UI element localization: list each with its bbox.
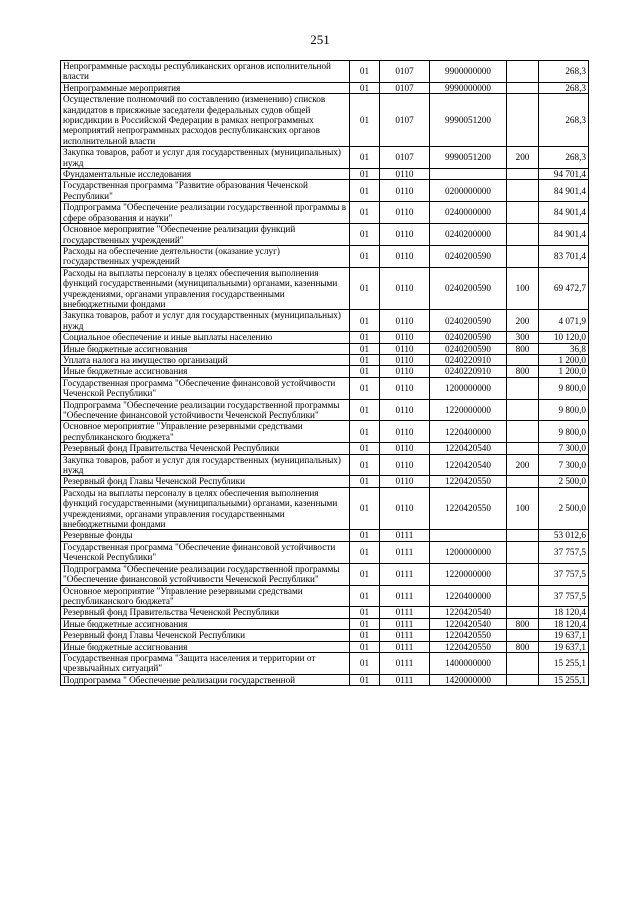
section-code-cell: 01	[350, 267, 380, 310]
subsection-code-cell: 0111	[380, 674, 430, 685]
item-name-cell: Подпрограмма " Обеспечение реализации государственной	[61, 674, 350, 685]
expense-type-cell: 200	[507, 310, 539, 332]
item-name-cell: Подпрограмма "Обеспечение реализации государственной программы "Обеспечение финансовой устойчивости Чеченской Республики"	[61, 399, 350, 421]
subsection-code-cell: 0110	[380, 310, 430, 332]
target-article-cell: 1420000000	[430, 674, 507, 685]
target-article-cell: 9990000000	[430, 82, 507, 93]
target-article-cell: 1220000000	[430, 563, 507, 585]
section-code-cell: 01	[350, 343, 380, 354]
expense-type-cell	[507, 94, 539, 147]
subsection-code-cell: 0111	[380, 563, 430, 585]
table-row	[61, 607, 589, 618]
table-row	[61, 399, 589, 421]
table-row	[61, 541, 589, 563]
section-code-cell: 01	[350, 202, 380, 224]
amount-cell: 15 255,1	[539, 652, 589, 674]
section-code-cell: 01	[350, 530, 380, 541]
expense-type-cell	[507, 421, 539, 443]
table-row	[61, 169, 589, 180]
subsection-code-cell: 0111	[380, 585, 430, 607]
table-row	[61, 224, 589, 246]
amount-cell: 268,3	[539, 82, 589, 93]
subsection-code-cell: 0111	[380, 541, 430, 563]
amount-cell: 4 071,9	[539, 310, 589, 332]
expense-type-cell	[507, 354, 539, 365]
expense-type-cell	[507, 563, 539, 585]
amount-cell: 84 901,4	[539, 202, 589, 224]
section-code-cell: 01	[350, 61, 380, 83]
target-article-cell	[430, 169, 507, 180]
item-name-cell: Государственная программа "Защита населения и территории от чрезвычайных ситуаций"	[61, 652, 350, 674]
subsection-code-cell: 0110	[380, 267, 430, 310]
item-name-cell: Резервный фонд Правительства Чеченской Республики	[61, 607, 350, 618]
subsection-code-cell: 0110	[380, 421, 430, 443]
target-article-cell: 0240220910	[430, 354, 507, 365]
amount-cell: 37 757,5	[539, 563, 589, 585]
item-name-cell: Основное мероприятие "Управление резервными средствами республиканского бюджета"	[61, 585, 350, 607]
page-number: 251	[310, 32, 330, 47]
subsection-code-cell: 0110	[380, 443, 430, 454]
expense-type-cell: 800	[507, 641, 539, 652]
table-row	[61, 354, 589, 365]
target-article-cell	[430, 530, 507, 541]
table-row	[61, 563, 589, 585]
expense-type-cell: 300	[507, 332, 539, 343]
target-article-cell: 1400000000	[430, 652, 507, 674]
target-article-cell: 0240200590	[430, 267, 507, 310]
table-row	[61, 530, 589, 541]
table-row	[61, 180, 589, 202]
section-code-cell: 01	[350, 245, 380, 267]
table-row	[61, 267, 589, 310]
expense-type-cell	[507, 674, 539, 685]
expense-type-cell	[507, 476, 539, 487]
section-code-cell: 01	[350, 94, 380, 147]
target-article-cell: 0200000000	[430, 180, 507, 202]
subsection-code-cell: 0110	[380, 169, 430, 180]
target-article-cell: 9900000000	[430, 61, 507, 83]
expense-type-cell	[507, 169, 539, 180]
amount-cell: 36,8	[539, 343, 589, 354]
target-article-cell: 1220000000	[430, 399, 507, 421]
amount-cell: 2 500,0	[539, 476, 589, 487]
item-name-cell: Социальное обеспечение и иные выплаты населению	[61, 332, 350, 343]
target-article-cell: 9990051200	[430, 94, 507, 147]
table-row	[61, 618, 589, 629]
expense-type-cell	[507, 61, 539, 83]
item-name-cell: Расходы на обеспечение деятельности (оказание услуг) государственных учреждений	[61, 245, 350, 267]
item-name-cell: Закупка товаров, работ и услуг для государственных (муниципальных) нужд	[61, 454, 350, 476]
table-row	[61, 443, 589, 454]
item-name-cell: Осуществление полномочий по составлению (изменению) списков кандидатов в присяжные заседатели федеральных судов общей юрисдикции в Российской Федерации в рамках непрограммных мероприятий непрограммных расходов республиканских органов исполнительной власти	[61, 94, 350, 147]
amount-cell: 69 472,7	[539, 267, 589, 310]
table-row	[61, 366, 589, 377]
section-code-cell: 01	[350, 476, 380, 487]
amount-cell: 1 200,0	[539, 366, 589, 377]
section-code-cell: 01	[350, 310, 380, 332]
item-name-cell: Закупка товаров, работ и услуг для государственных (муниципальных) нужд	[61, 310, 350, 332]
section-code-cell: 01	[350, 224, 380, 246]
section-code-cell: 01	[350, 443, 380, 454]
target-article-cell: 1220400000	[430, 421, 507, 443]
item-name-cell: Расходы на выплаты персоналу в целях обеспечения выполнения функций государственными (муниципальными) органами, казенными учреждениями, органами управления государственными внебюджетными фондами	[61, 487, 350, 530]
expense-type-cell: 100	[507, 487, 539, 530]
item-name-cell: Государственная программа "Развитие образования Чеченской Республики"	[61, 180, 350, 202]
subsection-code-cell: 0107	[380, 82, 430, 93]
subsection-code-cell: 0110	[380, 366, 430, 377]
target-article-cell: 1220420550	[430, 476, 507, 487]
item-name-cell: Резервный фонд Главы Чеченской Республики	[61, 630, 350, 641]
table-row	[61, 421, 589, 443]
subsection-code-cell: 0110	[380, 487, 430, 530]
target-article-cell: 1200000000	[430, 541, 507, 563]
expense-type-cell: 800	[507, 366, 539, 377]
section-code-cell: 01	[350, 641, 380, 652]
target-article-cell: 0240220910	[430, 366, 507, 377]
table-row	[61, 245, 589, 267]
section-code-cell: 01	[350, 541, 380, 563]
amount-cell: 19 637,1	[539, 630, 589, 641]
section-code-cell: 01	[350, 354, 380, 365]
amount-cell: 268,3	[539, 61, 589, 83]
expense-type-cell	[507, 630, 539, 641]
expense-type-cell	[507, 652, 539, 674]
subsection-code-cell: 0110	[380, 354, 430, 365]
target-article-cell: 0240000000	[430, 202, 507, 224]
table-row	[61, 377, 589, 399]
subsection-code-cell: 0111	[380, 630, 430, 641]
section-code-cell: 01	[350, 652, 380, 674]
table-row	[61, 476, 589, 487]
amount-cell: 268,3	[539, 147, 589, 169]
subsection-code-cell: 0110	[380, 343, 430, 354]
section-code-cell: 01	[350, 377, 380, 399]
budget-table	[60, 60, 589, 686]
section-code-cell: 01	[350, 585, 380, 607]
subsection-code-cell: 0110	[380, 454, 430, 476]
expense-type-cell: 200	[507, 147, 539, 169]
target-article-cell: 1220420540	[430, 454, 507, 476]
section-code-cell: 01	[350, 180, 380, 202]
table-row	[61, 332, 589, 343]
subsection-code-cell: 0110	[380, 245, 430, 267]
subsection-code-cell: 0110	[380, 332, 430, 343]
amount-cell: 53 012,6	[539, 530, 589, 541]
subsection-code-cell: 0110	[380, 180, 430, 202]
target-article-cell: 0240200590	[430, 343, 507, 354]
target-article-cell: 1220420540	[430, 618, 507, 629]
table-row	[61, 487, 589, 530]
section-code-cell: 01	[350, 366, 380, 377]
subsection-code-cell: 0111	[380, 607, 430, 618]
amount-cell: 84 901,4	[539, 180, 589, 202]
item-name-cell: Иные бюджетные ассигнования	[61, 366, 350, 377]
expense-type-cell	[507, 541, 539, 563]
expense-type-cell: 200	[507, 454, 539, 476]
table-row	[61, 94, 589, 147]
subsection-code-cell: 0110	[380, 377, 430, 399]
amount-cell: 2 500,0	[539, 487, 589, 530]
item-name-cell: Закупка товаров, работ и услуг для государственных (муниципальных) нужд	[61, 147, 350, 169]
amount-cell: 9 800,0	[539, 421, 589, 443]
section-code-cell: 01	[350, 82, 380, 93]
table-row	[61, 147, 589, 169]
item-name-cell: Непрограммные расходы республиканских органов исполнительной власти	[61, 61, 350, 83]
table-row	[61, 674, 589, 685]
subsection-code-cell: 0107	[380, 147, 430, 169]
expense-type-cell	[507, 607, 539, 618]
item-name-cell: Уплата налога на имущество организаций	[61, 354, 350, 365]
item-name-cell: Подпрограмма "Обеспечение реализации государственной программы в сфере образования и науки"	[61, 202, 350, 224]
subsection-code-cell: 0107	[380, 94, 430, 147]
amount-cell: 15 255,1	[539, 674, 589, 685]
target-article-cell: 1220420540	[430, 443, 507, 454]
section-code-cell: 01	[350, 332, 380, 343]
section-code-cell: 01	[350, 618, 380, 629]
table-row	[61, 641, 589, 652]
table-row	[61, 454, 589, 476]
expense-type-cell	[507, 180, 539, 202]
amount-cell: 9 800,0	[539, 377, 589, 399]
amount-cell: 94 701,4	[539, 169, 589, 180]
item-name-cell: Резервный фонд Правительства Чеченской Республики	[61, 443, 350, 454]
amount-cell: 83 701,4	[539, 245, 589, 267]
item-name-cell: Иные бюджетные ассигнования	[61, 343, 350, 354]
amount-cell: 18 120,4	[539, 607, 589, 618]
expense-type-cell	[507, 82, 539, 93]
table-row	[61, 585, 589, 607]
subsection-code-cell: 0111	[380, 652, 430, 674]
amount-cell: 84 901,4	[539, 224, 589, 246]
table-row	[61, 630, 589, 641]
item-name-cell: Основное мероприятие "Обеспечение реализации функций государственных учреждений"	[61, 224, 350, 246]
expense-type-cell: 100	[507, 267, 539, 310]
section-code-cell: 01	[350, 563, 380, 585]
section-code-cell: 01	[350, 674, 380, 685]
target-article-cell: 1220420550	[430, 487, 507, 530]
target-article-cell: 1220420550	[430, 641, 507, 652]
subsection-code-cell: 0107	[380, 61, 430, 83]
item-name-cell: Резервные фонды	[61, 530, 350, 541]
section-code-cell: 01	[350, 630, 380, 641]
expense-type-cell	[507, 245, 539, 267]
target-article-cell: 0240200000	[430, 224, 507, 246]
target-article-cell: 1220400000	[430, 585, 507, 607]
amount-cell: 1 200,0	[539, 354, 589, 365]
section-code-cell: 01	[350, 399, 380, 421]
item-name-cell: Резервный фонд Главы Чеченской Республики	[61, 476, 350, 487]
expense-type-cell	[507, 530, 539, 541]
amount-cell: 7 300,0	[539, 443, 589, 454]
item-name-cell: Иные бюджетные ассигнования	[61, 618, 350, 629]
expense-type-cell	[507, 443, 539, 454]
table-row	[61, 202, 589, 224]
target-article-cell: 1220420540	[430, 607, 507, 618]
target-article-cell: 0240200590	[430, 245, 507, 267]
item-name-cell: Иные бюджетные ассигнования	[61, 641, 350, 652]
subsection-code-cell: 0111	[380, 530, 430, 541]
expense-type-cell	[507, 585, 539, 607]
section-code-cell: 01	[350, 169, 380, 180]
target-article-cell: 0240200590	[430, 332, 507, 343]
item-name-cell: Непрограммные мероприятия	[61, 82, 350, 93]
subsection-code-cell: 0110	[380, 224, 430, 246]
subsection-code-cell: 0110	[380, 399, 430, 421]
section-code-cell: 01	[350, 607, 380, 618]
expense-type-cell: 800	[507, 343, 539, 354]
subsection-code-cell: 0110	[380, 476, 430, 487]
target-article-cell: 1200000000	[430, 377, 507, 399]
item-name-cell: Фундаментальные исследования	[61, 169, 350, 180]
table-row	[61, 61, 589, 83]
target-article-cell: 0240200590	[430, 310, 507, 332]
amount-cell: 18 120,4	[539, 618, 589, 629]
amount-cell: 37 757,5	[539, 541, 589, 563]
item-name-cell: Государственная программа "Обеспечение финансовой устойчивости Чеченской Республики"	[61, 377, 350, 399]
target-article-cell: 9990051200	[430, 147, 507, 169]
subsection-code-cell: 0111	[380, 618, 430, 629]
item-name-cell: Основное мероприятие "Управление резервными средствами республиканского бюджета"	[61, 421, 350, 443]
table-row	[61, 310, 589, 332]
subsection-code-cell: 0111	[380, 641, 430, 652]
amount-cell: 9 800,0	[539, 399, 589, 421]
section-code-cell: 01	[350, 147, 380, 169]
amount-cell: 7 300,0	[539, 454, 589, 476]
table-row	[61, 82, 589, 93]
section-code-cell: 01	[350, 487, 380, 530]
section-code-cell: 01	[350, 454, 380, 476]
amount-cell: 10 120,0	[539, 332, 589, 343]
item-name-cell: Расходы на выплаты персоналу в целях обеспечения выполнения функций государственными (муниципальными) органами, казенными учреждениями, органами управления государственными внебюджетными фондами	[61, 267, 350, 310]
target-article-cell: 1220420550	[430, 630, 507, 641]
expense-type-cell	[507, 377, 539, 399]
item-name-cell: Государственная программа "Обеспечение финансовой устойчивости Чеченской Республики"	[61, 541, 350, 563]
budget-table-body	[61, 61, 589, 686]
section-code-cell: 01	[350, 421, 380, 443]
expense-type-cell: 800	[507, 618, 539, 629]
expense-type-cell	[507, 224, 539, 246]
expense-type-cell	[507, 399, 539, 421]
expense-type-cell	[507, 202, 539, 224]
amount-cell: 37 757,5	[539, 585, 589, 607]
table-row	[61, 343, 589, 354]
amount-cell: 19 637,1	[539, 641, 589, 652]
amount-cell: 268,3	[539, 94, 589, 147]
table-row	[61, 652, 589, 674]
item-name-cell: Подпрограмма "Обеспечение реализации государственной программы "Обеспечение финансовой устойчивости Чеченской Республики"	[61, 563, 350, 585]
subsection-code-cell: 0110	[380, 202, 430, 224]
